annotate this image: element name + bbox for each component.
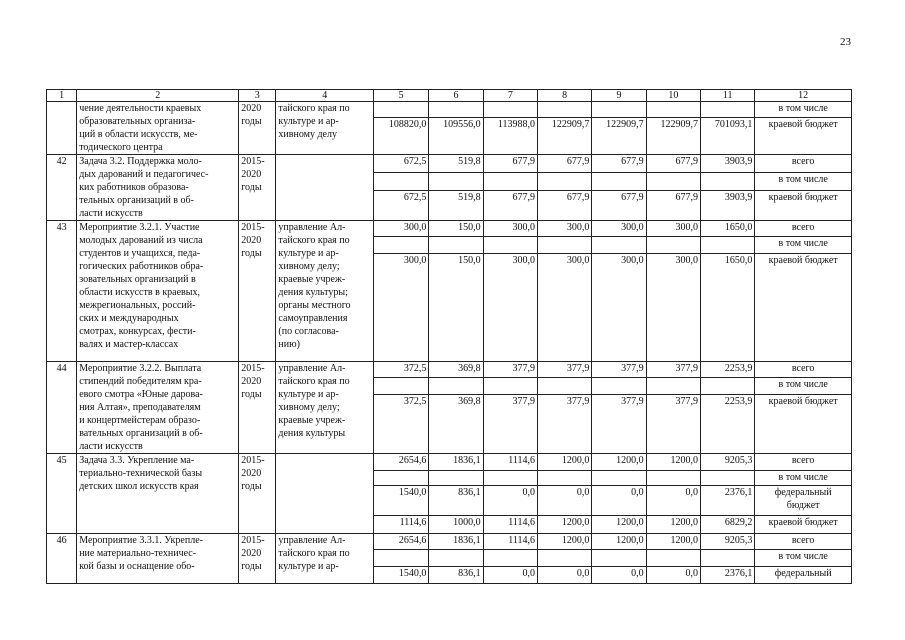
value-cell-col5: 108820,0 bbox=[374, 118, 429, 155]
value-cell-col6: 369,8 bbox=[429, 395, 483, 454]
value-cell-col10: 377,9 bbox=[646, 362, 700, 378]
value-cell-col11: 9205,3 bbox=[700, 534, 754, 550]
value-cell-col5: 300,0 bbox=[374, 254, 429, 362]
value-cell-col8: 0,0 bbox=[538, 486, 592, 516]
description-line: Задача 3.3. Укрепление ма- bbox=[79, 455, 195, 466]
header-cell-5: 5 bbox=[374, 90, 429, 102]
value-cell-col7: 300,0 bbox=[483, 221, 537, 237]
value-cell-col11 bbox=[700, 550, 754, 567]
value-cell-col8 bbox=[538, 471, 592, 486]
value-cell-col7 bbox=[483, 550, 537, 567]
executor-cell bbox=[276, 221, 374, 362]
executor-cell bbox=[276, 454, 374, 534]
executor-line: хивному делу; bbox=[278, 261, 340, 272]
funding-source-cell: в том числе bbox=[755, 237, 852, 254]
value-cell-col6 bbox=[429, 102, 483, 118]
value-cell-col11: 6829,2 bbox=[700, 516, 754, 534]
value-cell-col5 bbox=[374, 378, 429, 395]
funding-source-cell: краевой бюджет bbox=[755, 190, 852, 220]
value-cell-col6: 150,0 bbox=[429, 254, 483, 362]
description-line: стипендий победителям кра- bbox=[79, 376, 202, 387]
description-line: молодых дарований из числа bbox=[79, 235, 203, 246]
description-line: и концертмейстерам образо- bbox=[79, 415, 201, 426]
executor-line: тайского края по bbox=[278, 103, 350, 114]
value-cell-col9 bbox=[592, 378, 646, 395]
value-cell-col9: 677,9 bbox=[592, 190, 646, 220]
executor-line: дения культуры bbox=[278, 428, 346, 439]
value-cell-col6: 519,8 bbox=[429, 155, 483, 173]
value-cell-col11: 2376,1 bbox=[700, 567, 754, 584]
value-cell-col7: 0,0 bbox=[483, 486, 537, 516]
value-cell-col10: 1200,0 bbox=[646, 454, 700, 471]
description-line: ций в области искусств, ме- bbox=[79, 129, 198, 140]
value-cell-col9 bbox=[592, 172, 646, 190]
value-cell-col8: 122909,7 bbox=[538, 118, 592, 155]
executor-line: тайского края по bbox=[278, 548, 350, 559]
period-cell bbox=[239, 221, 276, 362]
funding-source-cell: всего bbox=[755, 155, 852, 173]
funding-source-cell: краевой бюджет bbox=[755, 254, 852, 362]
value-cell-col5: 300,0 bbox=[374, 221, 429, 237]
value-cell-col7: 1114,6 bbox=[483, 454, 537, 471]
funding-source-cell: в том числе bbox=[755, 102, 852, 118]
value-cell-col5: 672,5 bbox=[374, 190, 429, 220]
value-cell-col8 bbox=[538, 378, 592, 395]
description-cell bbox=[77, 362, 239, 454]
value-cell-col8 bbox=[538, 237, 592, 254]
value-cell-col10: 300,0 bbox=[646, 221, 700, 237]
description-line: зовательных организаций в bbox=[79, 274, 196, 285]
executor-cell bbox=[276, 362, 374, 454]
value-cell-col10 bbox=[646, 378, 700, 395]
value-cell-col9: 0,0 bbox=[592, 486, 646, 516]
header-cell-6: 6 bbox=[429, 90, 483, 102]
description-line: ния Алтая», преподавателям bbox=[79, 402, 201, 413]
funding-source-cell: всего bbox=[755, 534, 852, 550]
value-cell-col8: 677,9 bbox=[538, 190, 592, 220]
value-cell-col9: 377,9 bbox=[592, 362, 646, 378]
description-cell bbox=[77, 454, 239, 534]
value-cell-col9: 377,9 bbox=[592, 395, 646, 454]
value-cell-col11: 1650,0 bbox=[700, 254, 754, 362]
value-cell-col7 bbox=[483, 378, 537, 395]
header-cell-10: 10 bbox=[646, 90, 700, 102]
row-number-cell: 46 bbox=[47, 534, 77, 584]
table-row bbox=[47, 362, 852, 378]
value-cell-col7: 377,9 bbox=[483, 362, 537, 378]
value-cell-col5 bbox=[374, 237, 429, 254]
value-cell-col6: 1000,0 bbox=[429, 516, 483, 534]
value-cell-col5: 2654,6 bbox=[374, 454, 429, 471]
value-cell-col11: 2253,9 bbox=[700, 362, 754, 378]
period-line: годы bbox=[241, 481, 262, 492]
table-row bbox=[47, 534, 852, 550]
value-cell-col8: 377,9 bbox=[538, 362, 592, 378]
value-cell-col11 bbox=[700, 471, 754, 486]
executor-line: культуре и ар- bbox=[278, 116, 339, 127]
value-cell-col11: 2376,1 bbox=[700, 486, 754, 516]
value-cell-col7 bbox=[483, 172, 537, 190]
value-cell-col11: 9205,3 bbox=[700, 454, 754, 471]
value-cell-col11 bbox=[700, 237, 754, 254]
description-line: ласти искусств bbox=[79, 441, 143, 452]
value-cell-col10: 1200,0 bbox=[646, 534, 700, 550]
row-number-cell: 45 bbox=[47, 454, 77, 534]
period-cell bbox=[239, 362, 276, 454]
executor-cell bbox=[276, 534, 374, 584]
executor-line: управление Ал- bbox=[278, 222, 346, 233]
description-line: вательных организаций в об- bbox=[79, 428, 203, 439]
value-cell-col6: 836,1 bbox=[429, 567, 483, 584]
description-cell bbox=[77, 102, 239, 155]
value-cell-col8: 377,9 bbox=[538, 395, 592, 454]
row-number-cell: 42 bbox=[47, 155, 77, 221]
period-line: 2015- bbox=[241, 156, 265, 167]
period-cell bbox=[239, 102, 276, 155]
executor-cell bbox=[276, 155, 374, 221]
value-cell-col6 bbox=[429, 237, 483, 254]
program-table bbox=[46, 89, 852, 584]
description-line: межрегиональных, россий- bbox=[79, 300, 196, 311]
value-cell-col8: 1200,0 bbox=[538, 454, 592, 471]
period-line: 2015- bbox=[241, 363, 265, 374]
period-line: годы bbox=[241, 248, 262, 259]
description-line: чение деятельности краевых bbox=[79, 103, 202, 114]
header-cell-1: 1 bbox=[47, 90, 77, 102]
funding-source-cell: всего bbox=[755, 221, 852, 237]
executor-line: дения культуры; bbox=[278, 287, 348, 298]
value-cell-col6: 836,1 bbox=[429, 486, 483, 516]
period-line: 2020 bbox=[241, 468, 262, 479]
description-line: тельных организаций в об- bbox=[79, 195, 194, 206]
period-line: 2015- bbox=[241, 535, 265, 546]
value-cell-col10 bbox=[646, 471, 700, 486]
period-line: 2020 bbox=[241, 548, 262, 559]
value-cell-col9: 300,0 bbox=[592, 254, 646, 362]
value-cell-col5: 372,5 bbox=[374, 362, 429, 378]
description-line: Задача 3.2. Поддержка моло- bbox=[79, 156, 202, 167]
value-cell-col10: 677,9 bbox=[646, 155, 700, 173]
value-cell-col5: 1540,0 bbox=[374, 486, 429, 516]
value-cell-col10 bbox=[646, 102, 700, 118]
period-cell bbox=[239, 155, 276, 221]
value-cell-col7: 300,0 bbox=[483, 254, 537, 362]
value-cell-col8 bbox=[538, 102, 592, 118]
executor-line: тайского края по bbox=[278, 376, 350, 387]
executor-line: тайского края по bbox=[278, 235, 350, 246]
executor-line: культуре и ар- bbox=[278, 389, 339, 400]
value-cell-col8: 1200,0 bbox=[538, 534, 592, 550]
value-cell-col9: 0,0 bbox=[592, 567, 646, 584]
funding-source-cell: краевой бюджет bbox=[755, 516, 852, 534]
value-cell-col10: 122909,7 bbox=[646, 118, 700, 155]
table-row bbox=[47, 221, 852, 237]
value-cell-col9: 1200,0 bbox=[592, 454, 646, 471]
header-cell-2: 2 bbox=[77, 90, 239, 102]
period-line: 2020 bbox=[241, 169, 262, 180]
value-cell-col10: 300,0 bbox=[646, 254, 700, 362]
description-cell bbox=[77, 534, 239, 584]
value-cell-col5: 372,5 bbox=[374, 395, 429, 454]
value-cell-col11 bbox=[700, 378, 754, 395]
value-cell-col6: 150,0 bbox=[429, 221, 483, 237]
value-cell-col9: 1200,0 bbox=[592, 516, 646, 534]
description-line: детских школ искусств края bbox=[79, 481, 199, 492]
value-cell-col8: 1200,0 bbox=[538, 516, 592, 534]
value-cell-col10 bbox=[646, 172, 700, 190]
value-cell-col9: 677,9 bbox=[592, 155, 646, 173]
row-number-cell: 44 bbox=[47, 362, 77, 454]
funding-source-cell: в том числе bbox=[755, 471, 852, 486]
funding-source-cell: федеральный бюджет bbox=[755, 486, 852, 516]
value-cell-col9: 300,0 bbox=[592, 221, 646, 237]
executor-line: нию) bbox=[278, 339, 300, 350]
header-row bbox=[47, 90, 852, 102]
value-cell-col10: 1200,0 bbox=[646, 516, 700, 534]
value-cell-col8 bbox=[538, 550, 592, 567]
executor-line: хивному делу; bbox=[278, 402, 340, 413]
description-cell bbox=[77, 221, 239, 362]
value-cell-col9 bbox=[592, 471, 646, 486]
description-line: кой базы и оснащение обо- bbox=[79, 561, 195, 572]
period-line: 2015- bbox=[241, 222, 265, 233]
value-cell-col11: 1650,0 bbox=[700, 221, 754, 237]
header-cell-8: 8 bbox=[538, 90, 592, 102]
value-cell-col10 bbox=[646, 237, 700, 254]
row-number-cell bbox=[47, 102, 77, 155]
description-line: образовательных организа- bbox=[79, 116, 196, 127]
period-line: 2015- bbox=[241, 455, 265, 466]
executor-line: управление Ал- bbox=[278, 363, 346, 374]
value-cell-col8: 300,0 bbox=[538, 254, 592, 362]
value-cell-col11: 3903,9 bbox=[700, 190, 754, 220]
description-line: дых дарований и педагогичес- bbox=[79, 169, 209, 180]
description-line: териально-технической базы bbox=[79, 468, 203, 479]
row-number-cell: 43 bbox=[47, 221, 77, 362]
description-line: валях и мастер-классах bbox=[79, 339, 179, 350]
executor-line: управление Ал- bbox=[278, 535, 346, 546]
value-cell-col9 bbox=[592, 102, 646, 118]
value-cell-col6: 369,8 bbox=[429, 362, 483, 378]
executor-cell bbox=[276, 102, 374, 155]
funding-source-cell: в том числе bbox=[755, 378, 852, 395]
value-cell-col5: 2654,6 bbox=[374, 534, 429, 550]
funding-source-cell: краевой бюджет bbox=[755, 395, 852, 454]
table-row bbox=[47, 102, 852, 118]
value-cell-col8: 677,9 bbox=[538, 155, 592, 173]
value-cell-col5: 1114,6 bbox=[374, 516, 429, 534]
value-cell-col7: 1114,6 bbox=[483, 534, 537, 550]
value-cell-col5 bbox=[374, 102, 429, 118]
value-cell-col10: 0,0 bbox=[646, 567, 700, 584]
period-cell bbox=[239, 454, 276, 534]
executor-line: краевые учреж- bbox=[278, 274, 346, 285]
description-line: евого смотра «Юные дарова- bbox=[79, 389, 203, 400]
value-cell-col10 bbox=[646, 550, 700, 567]
description-line: области искусств в краевых, bbox=[79, 287, 200, 298]
value-cell-col7: 377,9 bbox=[483, 395, 537, 454]
table-row bbox=[47, 155, 852, 173]
value-cell-col6 bbox=[429, 471, 483, 486]
value-cell-col7 bbox=[483, 102, 537, 118]
description-line: смотрах, конкурсах, фести- bbox=[79, 326, 196, 337]
value-cell-col7: 677,9 bbox=[483, 190, 537, 220]
executor-line: хивному делу bbox=[278, 129, 337, 140]
value-cell-col7: 1114,6 bbox=[483, 516, 537, 534]
description-line: ских и международных bbox=[79, 313, 179, 324]
header-cell-4: 4 bbox=[276, 90, 374, 102]
value-cell-col5 bbox=[374, 550, 429, 567]
value-cell-col10: 0,0 bbox=[646, 486, 700, 516]
period-cell bbox=[239, 534, 276, 584]
description-line: Мероприятие 3.2.2. Выплата bbox=[79, 363, 202, 374]
value-cell-col11 bbox=[700, 172, 754, 190]
funding-source-cell: в том числе bbox=[755, 550, 852, 567]
value-cell-col7: 0,0 bbox=[483, 567, 537, 584]
value-cell-col11: 3903,9 bbox=[700, 155, 754, 173]
value-cell-col7 bbox=[483, 471, 537, 486]
value-cell-col5: 672,5 bbox=[374, 155, 429, 173]
funding-source-cell: краевой бюджет bbox=[755, 118, 852, 155]
description-line: ние материально-техничес- bbox=[79, 548, 197, 559]
executor-line: культуре и ар- bbox=[278, 248, 339, 259]
value-cell-col6: 109556,0 bbox=[429, 118, 483, 155]
value-cell-col7 bbox=[483, 237, 537, 254]
value-cell-col9 bbox=[592, 550, 646, 567]
header-cell-3: 3 bbox=[239, 90, 276, 102]
header-cell-12: 12 bbox=[755, 90, 852, 102]
value-cell-col10: 377,9 bbox=[646, 395, 700, 454]
value-cell-col6 bbox=[429, 378, 483, 395]
page-number: 23 bbox=[840, 36, 851, 48]
value-cell-col6: 1836,1 bbox=[429, 454, 483, 471]
description-line: гогических работников обра- bbox=[79, 261, 204, 272]
period-line: годы bbox=[241, 561, 262, 572]
period-line: годы bbox=[241, 389, 262, 400]
table-row bbox=[47, 454, 852, 471]
executor-line: органы местного bbox=[278, 300, 351, 311]
description-line: тодического центра bbox=[79, 142, 163, 153]
description-line: ласти искусств bbox=[79, 208, 143, 219]
header-cell-9: 9 bbox=[592, 90, 646, 102]
value-cell-col11: 2253,9 bbox=[700, 395, 754, 454]
period-line: годы bbox=[241, 182, 262, 193]
value-cell-col6 bbox=[429, 172, 483, 190]
value-cell-col10: 677,9 bbox=[646, 190, 700, 220]
header-cell-11: 11 bbox=[700, 90, 754, 102]
executor-line: (по согласова- bbox=[278, 326, 339, 337]
executor-line: самоуправления bbox=[278, 313, 348, 324]
funding-source-cell: в том числе bbox=[755, 172, 852, 190]
value-cell-col6: 1836,1 bbox=[429, 534, 483, 550]
value-cell-col8: 300,0 bbox=[538, 221, 592, 237]
value-cell-col11 bbox=[700, 102, 754, 118]
value-cell-col9 bbox=[592, 237, 646, 254]
period-line: 2020 bbox=[241, 103, 262, 114]
value-cell-col8: 0,0 bbox=[538, 567, 592, 584]
value-cell-col9: 1200,0 bbox=[592, 534, 646, 550]
value-cell-col8 bbox=[538, 172, 592, 190]
value-cell-col6: 519,8 bbox=[429, 190, 483, 220]
description-line: Мероприятие 3.3.1. Укрепле- bbox=[79, 535, 203, 546]
value-cell-col6 bbox=[429, 550, 483, 567]
value-cell-col5 bbox=[374, 172, 429, 190]
period-line: 2020 bbox=[241, 235, 262, 246]
value-cell-col11: 701093,1 bbox=[700, 118, 754, 155]
description-line: студентов и учащихся, педа- bbox=[79, 248, 201, 259]
executor-line: краевые учреж- bbox=[278, 415, 346, 426]
value-cell-col5: 1540,0 bbox=[374, 567, 429, 584]
period-line: 2020 bbox=[241, 376, 262, 387]
description-cell bbox=[77, 155, 239, 221]
description-line: Мероприятие 3.2.1. Участие bbox=[79, 222, 200, 233]
description-line: ких работников образова- bbox=[79, 182, 189, 193]
header-cell-7: 7 bbox=[483, 90, 537, 102]
value-cell-col9: 122909,7 bbox=[592, 118, 646, 155]
funding-source-cell: всего bbox=[755, 362, 852, 378]
value-cell-col5 bbox=[374, 471, 429, 486]
value-cell-col7: 113988,0 bbox=[483, 118, 537, 155]
period-line: годы bbox=[241, 116, 262, 127]
value-cell-col7: 677,9 bbox=[483, 155, 537, 173]
funding-source-cell: всего bbox=[755, 454, 852, 471]
funding-source-cell: федеральный bbox=[755, 567, 852, 584]
executor-line: культуре и ар- bbox=[278, 561, 339, 572]
